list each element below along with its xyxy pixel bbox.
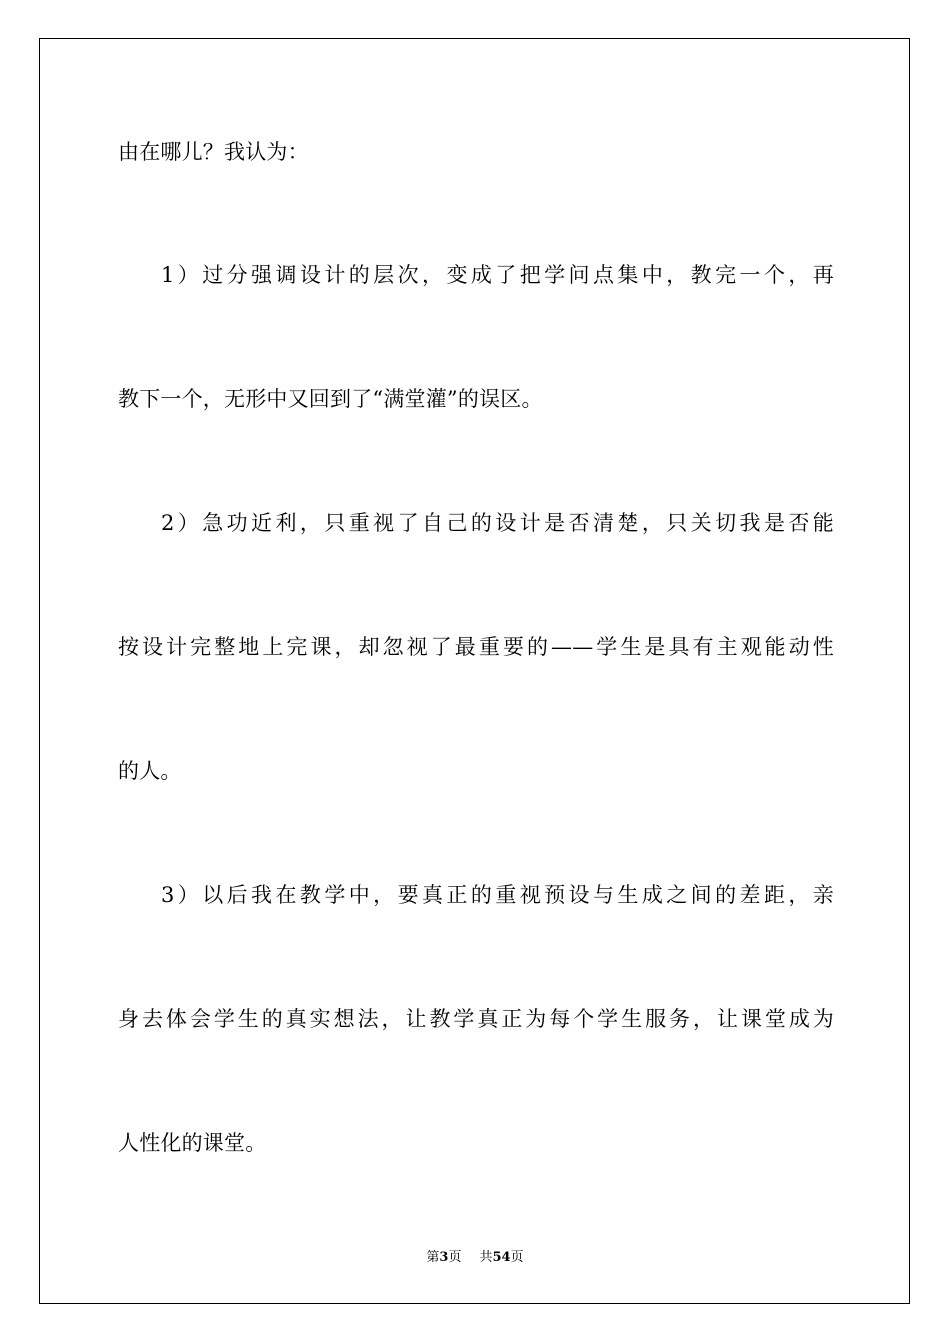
total-suffix: 页 bbox=[510, 1250, 524, 1265]
total-pages: 54 bbox=[492, 1250, 511, 1265]
text-line: 1）过分强调设计的层次，变成了把学问点集中，教完一个，再 bbox=[161, 263, 834, 287]
text-line: 身去体会学生的真实想法，让教学真正为每个学生服务，让课堂成为 bbox=[118, 1007, 834, 1031]
page-prefix: 第 bbox=[426, 1250, 440, 1265]
text-line: 教下一个，无形中又回到了“满堂灌”的误区。 bbox=[118, 387, 543, 411]
text-line: 人性化的课堂。 bbox=[118, 1131, 267, 1155]
text-line: 3）以后我在教学中，要真正的重视预设与生成之间的差距，亲 bbox=[161, 883, 834, 907]
total-prefix: 共 bbox=[479, 1250, 493, 1265]
page-footer bbox=[0, 1250, 950, 1266]
text-line: 由在哪儿？我认为： bbox=[118, 140, 309, 164]
page-number: 3 bbox=[439, 1250, 449, 1265]
page-suffix: 页 bbox=[448, 1250, 462, 1265]
text-line: 的人。 bbox=[118, 759, 182, 783]
page-border bbox=[39, 38, 910, 1304]
text-line: 按设计完整地上完课，却忽视了最重要的——学生是具有主观能动性 bbox=[118, 635, 834, 659]
text-line: 2）急功近利，只重视了自己的设计是否清楚，只关切我是否能 bbox=[161, 511, 834, 535]
